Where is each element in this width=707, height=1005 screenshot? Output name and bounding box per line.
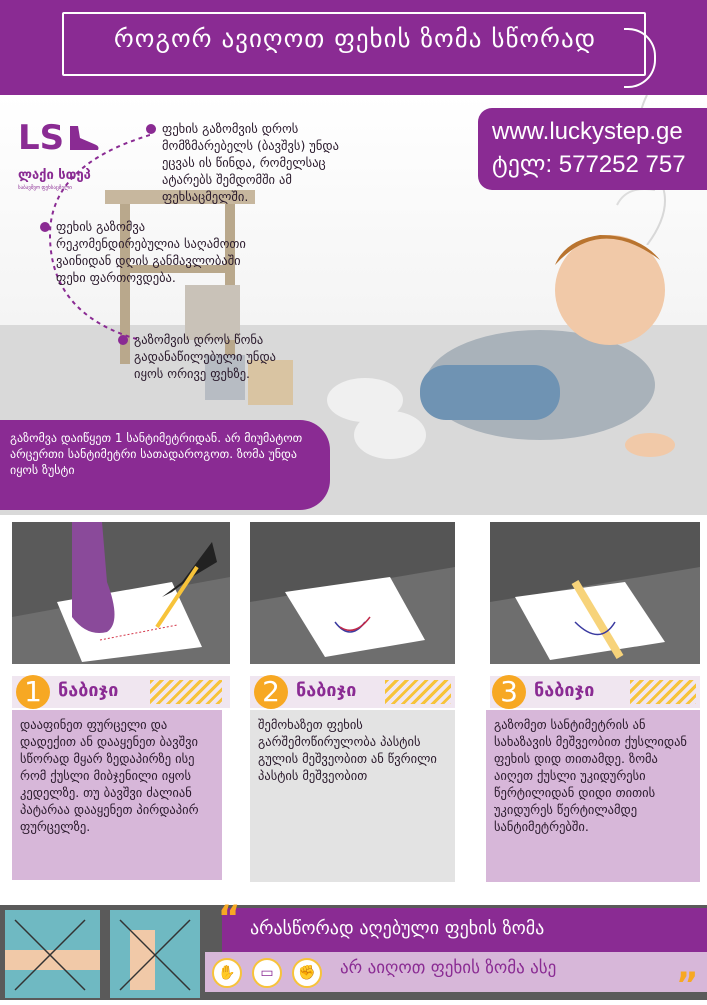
step-1-number: 1 xyxy=(16,675,50,709)
phone-number[interactable]: ტელ: 577252 757 xyxy=(492,151,686,178)
tip-1: ფეხის გაზომვის დროს მომზმარებელს (ბავშვს) უნდა ეცვას ის წინდა, რომელსაც ატარებს შემდომში ამ ფეხსაცმელში. xyxy=(162,121,339,204)
tip-bullet xyxy=(40,222,50,232)
quote-open: “ xyxy=(218,898,241,938)
info-text: გაზომვა დაიწყეთ 1 სანტიმეტრიდან. არ მიუმატოთ არცერთი სანტიმეტრი სათადაროგოთ. ზომა უნდა იყოს ზუსტი xyxy=(10,431,303,477)
tip-bullet xyxy=(146,124,156,134)
step-3-illustration xyxy=(490,522,700,664)
wrong-photo-1 xyxy=(5,910,100,998)
step-2-word: ნაბიჯი xyxy=(296,680,357,701)
step-3-word: ნაბიჯი xyxy=(534,680,595,701)
tip-2: ფეხის გაზომვა რეკომენდირებულია საღამოთი ვაინიდან დღის განმავლობაში ფეხი ფართოვდება. xyxy=(56,219,246,285)
step-3-stripes xyxy=(630,680,696,704)
quote-close: ” xyxy=(676,965,699,1005)
step-2-number: 2 xyxy=(254,675,288,709)
page-title: როგორ ავიღოთ ფეხის ზომა სწორად xyxy=(113,24,597,53)
wrong-text: არასწორად აღებული ფეხის ზომა xyxy=(250,918,545,939)
logo-mark: LS xyxy=(18,118,65,158)
step-3-number: 3 xyxy=(492,675,526,709)
step-1-word: ნაბიჯი xyxy=(58,680,119,701)
step-1-illustration xyxy=(12,522,230,664)
step-2-text: შემოხაზეთ ფეხის გარშემოწირულობა პასტის გულის მეშვეობით ან წვრილი პასტის მეშვეობით xyxy=(250,710,455,882)
logo-tagline: საბავშვო ფეხსაცმელი xyxy=(18,185,72,191)
step-1-stripes xyxy=(150,680,222,704)
website-link[interactable]: www.luckystep.ge xyxy=(492,118,683,145)
book-icon: ▭ xyxy=(252,958,282,988)
tip-3: გაზომვის დროს წონა გადანაწილებული უნდა იყოს ორივე ფეხზე. xyxy=(134,332,277,381)
step-2-illustration xyxy=(250,522,455,664)
glove-icon: ✊ xyxy=(292,958,322,988)
logo-name: ლაქი სთეპ xyxy=(18,168,91,183)
step-3-text: გაზომეთ სანტიმეტრის ან სახაზავის მეშვეობით ქუსლიდან ფეხის დიდ თითამდე. ზომა აიღეთ ქუსლი უკიდურესი წერტილიდან დიდი თითის უკიდურეს წერტილამდე სანტიმეტრებში. xyxy=(486,710,700,882)
tip-bullet xyxy=(118,335,128,345)
wrong-photo-2 xyxy=(110,910,200,998)
donot-text: არ აიღოთ ფეხის ზომა ასე xyxy=(340,958,557,978)
step-2-stripes xyxy=(385,680,451,704)
step-1-text: დააფინეთ ფურცელი და დადექით ან დააყენეთ ბავშვი სწორად მყარ ზედაპირზე ისე რომ ქუსლი მიბჯენილი იყოს კედელზე. თუ ბავშვი ძალიან პატარაა დააყენეთ პირდაპირ ფურცელზე. xyxy=(12,710,222,880)
hand-icon: ✋ xyxy=(212,958,242,988)
